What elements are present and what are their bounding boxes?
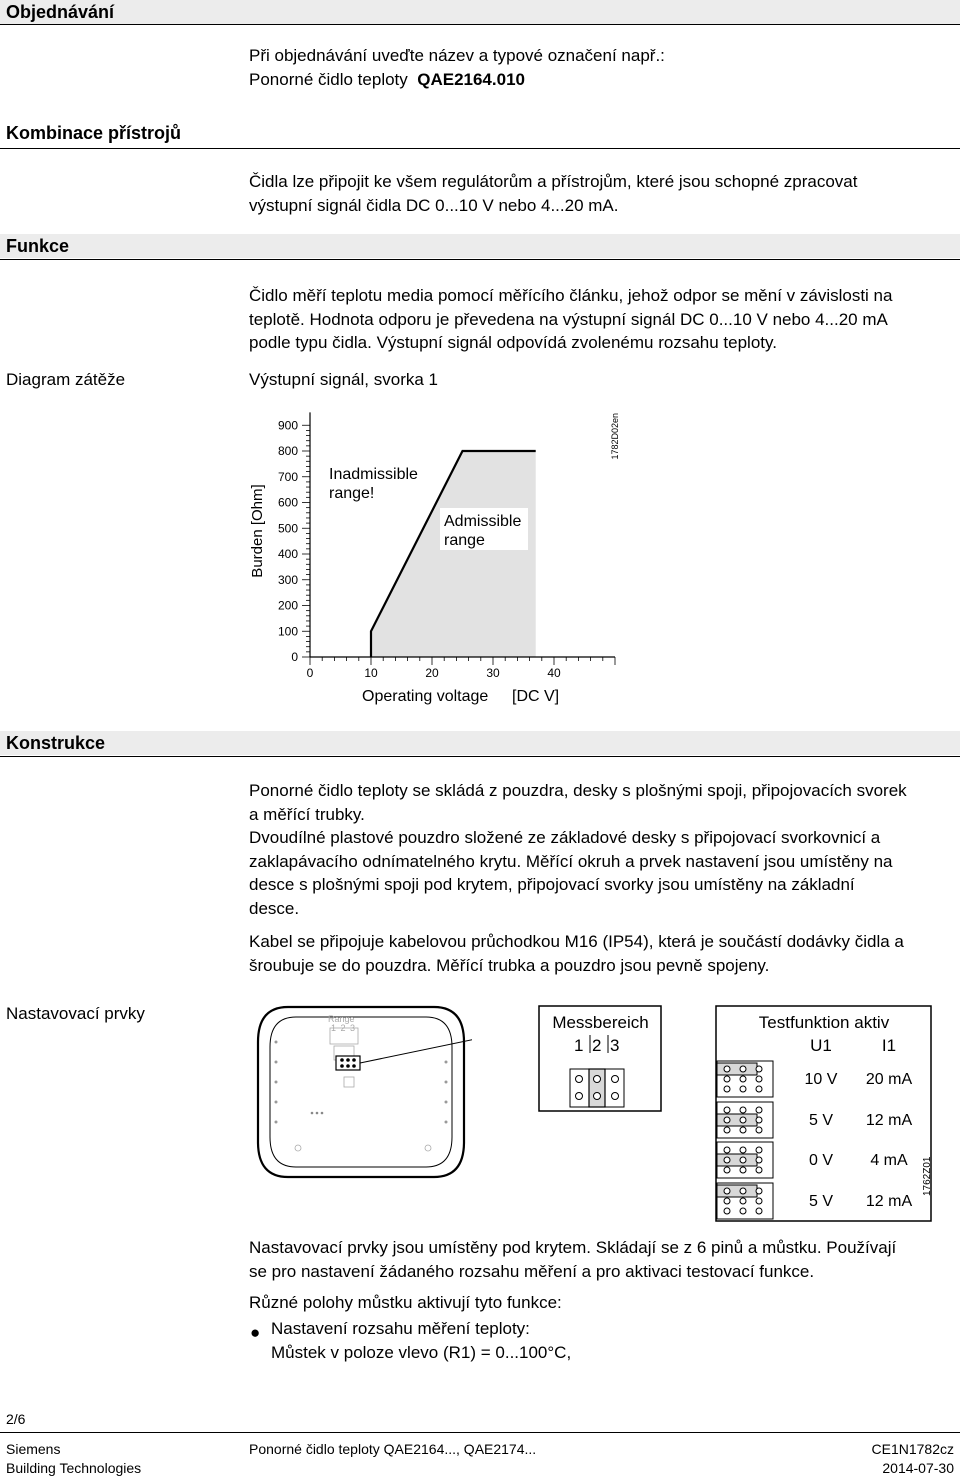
- y-tick-label: 900: [277, 418, 298, 433]
- test-pin: [740, 1076, 746, 1082]
- divider: [0, 24, 960, 25]
- bullet-subline: Můstek v poloze vlevo (R1) = 0...100°C,: [271, 1342, 572, 1362]
- footer-company-name: Siemens: [6, 1441, 61, 1457]
- housing-dots: [311, 1112, 324, 1115]
- settings-line: se pro nastavení žádaného rozsahu měření a pro aktivaci testovací funkce.: [249, 1261, 815, 1281]
- combination-text: [249, 170, 949, 217]
- divider: [0, 259, 960, 260]
- admissible-label: Admissible: [444, 513, 522, 530]
- test-pin: [724, 1066, 730, 1072]
- settings-line: Nastavovací prvky jsou umístěny pod krytem. Skládají se z 6 pinů a můstku. Používají: [249, 1238, 897, 1257]
- test-pin: [724, 1157, 730, 1163]
- function-line: podle typu čidla. Výstupní signál odpovídá zvolenému rozsahu teploty.: [249, 333, 777, 352]
- section-function-title: Funkce: [0, 234, 960, 258]
- test-pin: [740, 1167, 746, 1173]
- test-pin: [740, 1127, 746, 1133]
- admissible-label: range: [444, 532, 485, 549]
- test-pin: [740, 1157, 746, 1163]
- section-construction-title: Konstrukce: [0, 731, 960, 755]
- test-pin: [740, 1198, 746, 1204]
- test-jumper: [717, 1154, 757, 1166]
- test-pin: [756, 1208, 762, 1214]
- ordering-code: QAE2164.010: [417, 69, 525, 89]
- y-tick-label: 500: [277, 521, 298, 536]
- messbereich-num: 2: [592, 1036, 602, 1055]
- test-row-u: 0 V: [808, 1152, 833, 1169]
- chart-layer: [249, 412, 620, 705]
- test-pin: [724, 1198, 730, 1204]
- function-text: [249, 284, 949, 355]
- test-pin: [756, 1147, 762, 1153]
- construction-line: šroubuje se do pouzdra. Měřící trubka a pouzdro jsou pevně spojeny.: [249, 955, 770, 975]
- footer-right: [872, 1440, 955, 1478]
- section-combination-title: Kombinace přístrojů: [6, 123, 182, 143]
- x-tick-label: 20: [425, 666, 439, 680]
- y-tick-label: 100: [277, 624, 298, 639]
- test-row-i: 12 mA: [865, 1112, 913, 1129]
- ordering-line2: [249, 68, 949, 92]
- settings-text: [249, 1236, 949, 1315]
- footer-division: Building Technologies: [6, 1460, 142, 1476]
- housing-drawing: [250, 1002, 472, 1182]
- test-row-u: 5 V: [808, 1193, 833, 1210]
- y-tick-label: 0: [291, 650, 298, 664]
- bullet-icon: ●: [250, 1323, 261, 1342]
- x-axis-unit: [DC V]: [512, 688, 560, 705]
- test-pin: [756, 1076, 762, 1082]
- x-tick-label: 10: [364, 666, 378, 680]
- messbereich-title: Messbereich: [552, 1013, 649, 1032]
- bullet-text: [271, 1317, 571, 1364]
- test-pin: [740, 1188, 746, 1194]
- range-label: Range: [328, 1014, 355, 1024]
- test-pin: [740, 1117, 746, 1123]
- test-pin: [756, 1107, 762, 1113]
- inadmissible-label: range!: [329, 485, 375, 502]
- test-row-i: 4 mA: [870, 1152, 908, 1169]
- test-row-u: 5 V: [808, 1112, 833, 1129]
- construction-line: Dvoudílné plastové pouzdro složené ze základové desky s připojovací svorkovnicí a: [249, 828, 881, 847]
- messbereich-num: 1: [574, 1036, 584, 1055]
- x-axis-label: Operating voltage: [362, 688, 489, 705]
- footer-doc-code: CE1N1782cz: [871, 1441, 954, 1457]
- test-pin: [756, 1086, 762, 1092]
- function-line: Čidlo měří teplotu media pomocí měřícího článku, jehož odpor se mění v závislosti na: [249, 286, 893, 305]
- test-pin: [756, 1066, 762, 1072]
- footer-company: [6, 1440, 141, 1478]
- settings-line: Různé polohy můstku aktivují tyto funkce:: [249, 1293, 562, 1312]
- test-pin: [740, 1147, 746, 1153]
- test-pin: [740, 1208, 746, 1214]
- x-tick-label: 40: [547, 666, 561, 680]
- test-pin: [724, 1147, 730, 1153]
- test-pin: [724, 1107, 730, 1113]
- divider: [0, 148, 960, 149]
- construction-line: Kabel se připojuje kabelovou průchodkou M16 (IP54), která je součástí dodávky čidla a: [249, 932, 904, 951]
- test-pin: [724, 1086, 730, 1092]
- test-row-i: 12 mA: [865, 1193, 913, 1210]
- construction-line: desce s plošnými spoji pod krytem, připojovací svorky jsou umístěny na základní: [249, 875, 855, 894]
- test-pin: [756, 1198, 762, 1204]
- settings-label: Nastavovací prvky: [6, 1004, 145, 1023]
- y-tick-label: 700: [277, 469, 298, 484]
- test-pin: [724, 1127, 730, 1133]
- construction-text: [249, 779, 949, 977]
- range-numbers: 1 2 3: [331, 1023, 357, 1033]
- test-pin: [740, 1066, 746, 1072]
- test-pin: [756, 1127, 762, 1133]
- load-diagram-label: Diagram zátěže: [6, 370, 126, 389]
- y-tick-label: 800: [277, 444, 298, 458]
- construction-line: desce.: [249, 898, 300, 918]
- test-jumper: [717, 1063, 757, 1075]
- combination-line: výstupní signál čidla DC 0...10 V nebo 4...20 mA.: [249, 195, 619, 215]
- x-tick-label: 30: [486, 666, 500, 680]
- inadmissible-label: Inadmissible: [329, 466, 418, 483]
- construction-line: a měřící trubky.: [249, 804, 365, 824]
- test-jumper: [717, 1114, 757, 1126]
- y-tick-label: 600: [277, 495, 298, 510]
- test-jumper: [717, 1185, 757, 1197]
- load-diagram-caption: Výstupní signál, svorka 1: [249, 370, 438, 389]
- y-tick-label: 400: [277, 547, 298, 561]
- section-ordering-title: Objednávání: [0, 0, 960, 24]
- test-row-i: 20 mA: [865, 1071, 913, 1088]
- load-diagram-chart: [240, 405, 640, 710]
- ordering-product: Ponorné čidlo teploty: [249, 69, 408, 89]
- footer-date: 2014-07-30: [882, 1460, 954, 1476]
- footer-doc-title: Ponorné čidlo teploty QAE2164..., QAE2174...: [249, 1441, 537, 1457]
- footer-divider: [0, 1432, 960, 1433]
- divider: [0, 756, 960, 757]
- test-pin: [724, 1208, 730, 1214]
- y-tick-label: 300: [277, 572, 298, 587]
- test-pin: [756, 1117, 762, 1123]
- function-line: teplotě. Hodnota odporu je převedena na výstupní signál DC 0...10 V nebo 4...20 mA: [249, 309, 888, 329]
- test-col-i1: I1: [881, 1036, 897, 1055]
- page-number: 2/6: [6, 1411, 26, 1427]
- ordering-text: [249, 44, 949, 91]
- figure-code: 1782D02en: [610, 413, 620, 460]
- test-pin: [740, 1107, 746, 1113]
- test-pin: [756, 1157, 762, 1163]
- y-tick-label: 200: [277, 598, 298, 613]
- test-pin: [756, 1167, 762, 1173]
- messbereich-num: 3: [610, 1036, 620, 1055]
- ordering-line1: Při objednávání uveďte název a typové označení např.:: [249, 46, 665, 65]
- construction-line: Ponorné čidlo teploty se skládá z pouzdra, desky s plošnými spoji, připojovacích svorek: [249, 781, 907, 800]
- test-row-u: 10 V: [804, 1071, 838, 1088]
- test-pin: [724, 1167, 730, 1173]
- testfunktion-title: Testfunktion aktiv: [758, 1013, 890, 1032]
- test-col-u1: U1: [810, 1036, 832, 1055]
- bullet-line: Nastavení rozsahu měření teploty:: [271, 1319, 530, 1338]
- test-pin: [756, 1188, 762, 1194]
- settings-figure-code: 1762Z01: [922, 1156, 933, 1196]
- test-pin: [724, 1117, 730, 1123]
- test-pin: [740, 1086, 746, 1092]
- construction-line: zaklapávacího odnímatelného krytu. Měřící okruh a prvek nastavení jsou umístěny na: [249, 851, 893, 871]
- combination-line: Čidla lze připojit ke všem regulátorům a přístrojům, které jsou schopné zpracovat: [249, 172, 858, 191]
- test-pin: [724, 1076, 730, 1082]
- y-axis-label: Burden [Ohm]: [249, 484, 266, 578]
- x-tick-label: 0: [306, 666, 314, 680]
- test-pin: [724, 1188, 730, 1194]
